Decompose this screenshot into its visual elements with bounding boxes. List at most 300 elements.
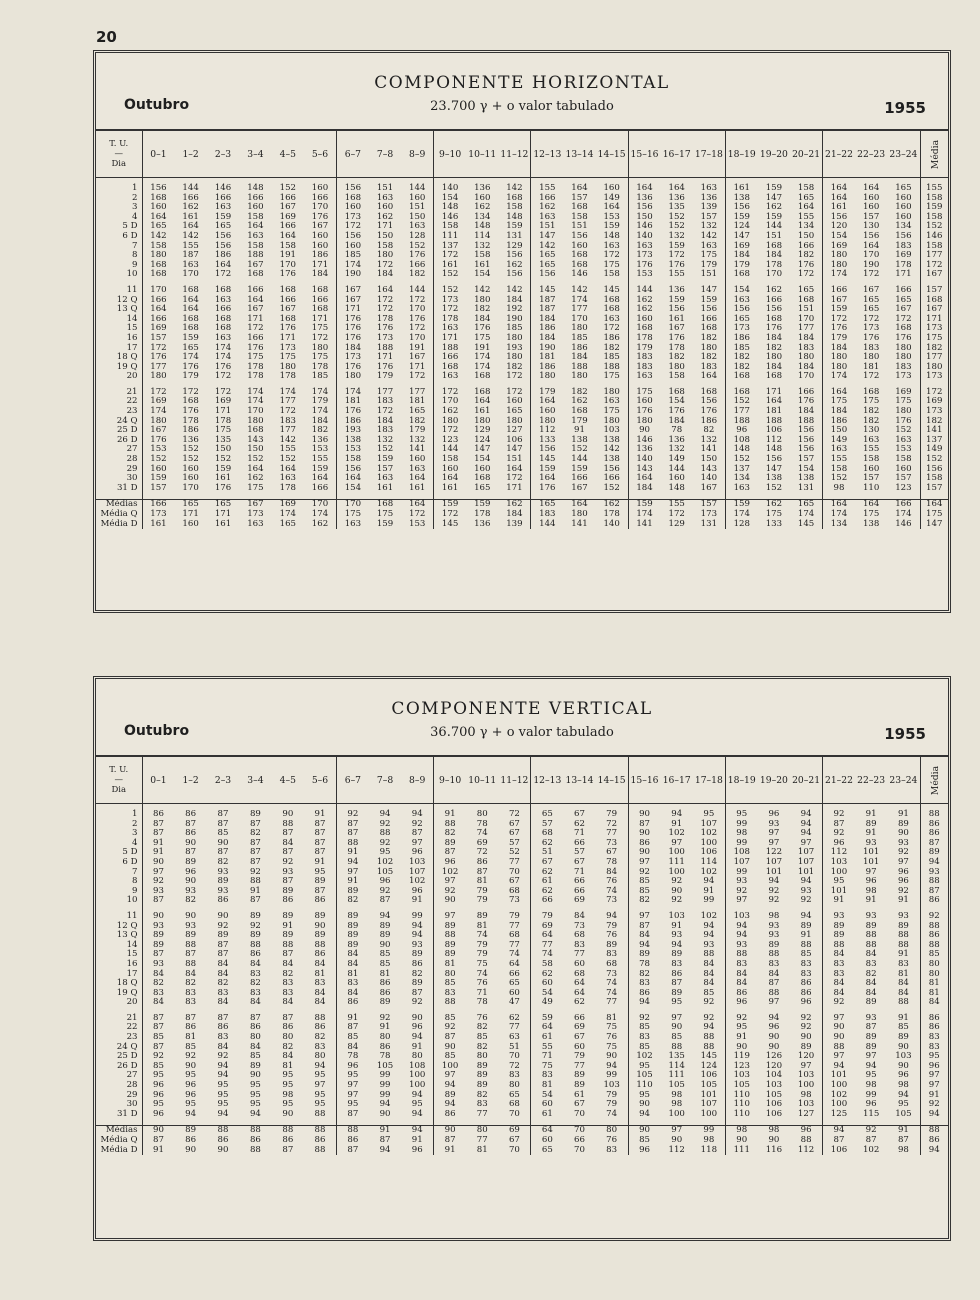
hour-column-header: 2–3 bbox=[207, 757, 239, 804]
value-cell: 72 bbox=[498, 810, 530, 820]
value-cell: 166 bbox=[571, 473, 588, 484]
row-mean-cell: 83 bbox=[920, 1033, 948, 1043]
value-cell: 156 bbox=[693, 397, 725, 407]
value-cell: 90 bbox=[185, 1144, 197, 1155]
value-cell: 170 bbox=[304, 203, 336, 213]
value-cell: 164 bbox=[247, 463, 264, 474]
value-cell: 92 bbox=[217, 920, 229, 931]
value-cell: 164 bbox=[182, 304, 199, 315]
value-cell: 83 bbox=[865, 958, 877, 969]
value-cell: 83 bbox=[833, 968, 845, 979]
row-mean-cell: 156 bbox=[920, 465, 948, 475]
value-cell: 76 bbox=[596, 877, 628, 887]
value-cell: 95 bbox=[185, 1099, 197, 1110]
value-cell: 112 bbox=[539, 425, 556, 436]
value-cell: 168 bbox=[279, 284, 297, 295]
value-cell: 101 bbox=[862, 847, 880, 858]
value-cell: 67 bbox=[596, 848, 628, 858]
value-cell: 82 bbox=[249, 828, 261, 839]
value-cell: 157 bbox=[895, 473, 912, 484]
value-cell: 152 bbox=[150, 454, 167, 465]
value-cell: 173 bbox=[441, 294, 459, 305]
value-cell: 157 bbox=[150, 482, 167, 493]
value-cell: 158 bbox=[344, 454, 362, 465]
header-row bbox=[96, 131, 948, 178]
row-mean-cell: 177 bbox=[920, 251, 948, 261]
hour-column-header: 1–2 bbox=[174, 757, 206, 804]
value-cell: 156 bbox=[765, 454, 783, 465]
value-cell: 89 bbox=[379, 920, 391, 931]
value-cell: 164 bbox=[304, 474, 336, 484]
value-cell: 96 bbox=[768, 809, 780, 819]
value-cell: 160 bbox=[895, 211, 912, 222]
value-cell: 94 bbox=[693, 1023, 725, 1033]
value-cell: 86 bbox=[304, 896, 336, 906]
value-cell: 164 bbox=[563, 500, 595, 510]
value-cell: 94 bbox=[790, 877, 822, 887]
value-cell: 148 bbox=[441, 202, 459, 213]
value-cell: 80 bbox=[249, 1032, 261, 1043]
hour-column-header: 16–17 bbox=[661, 757, 693, 804]
value-cell: 70 bbox=[563, 1126, 595, 1136]
value-cell: 164 bbox=[830, 192, 848, 203]
value-cell: 82 bbox=[282, 1041, 294, 1052]
value-cell: 92 bbox=[671, 876, 683, 887]
value-cell: 156 bbox=[596, 465, 628, 475]
value-cell: 89 bbox=[249, 930, 261, 941]
value-cell: 163 bbox=[733, 482, 750, 493]
value-cell: 168 bbox=[693, 324, 725, 334]
value-cell: 186 bbox=[693, 417, 725, 427]
value-cell: 161 bbox=[214, 518, 232, 529]
value-cell: 168 bbox=[150, 259, 167, 270]
value-cell: 83 bbox=[833, 958, 845, 969]
value-cell: 77 bbox=[498, 941, 530, 951]
value-cell: 78 bbox=[476, 997, 488, 1008]
value-cell: 170 bbox=[182, 482, 199, 493]
value-cell: 91 bbox=[152, 1144, 164, 1155]
value-cell: 171 bbox=[214, 406, 232, 417]
value-cell: 76 bbox=[596, 1136, 628, 1146]
value-cell: 179 bbox=[401, 426, 433, 436]
value-cell: 134 bbox=[895, 221, 912, 232]
value-cell: 84 bbox=[282, 837, 294, 848]
value-cell: 160 bbox=[474, 192, 491, 203]
value-cell: 156 bbox=[214, 240, 232, 251]
row-mean-cell: 85 bbox=[920, 950, 948, 960]
value-cell: 186 bbox=[571, 342, 588, 353]
value-cell: 87 bbox=[185, 818, 197, 829]
value-cell: 160 bbox=[401, 194, 433, 204]
value-cell: 82 bbox=[249, 978, 261, 989]
value-cell: 152 bbox=[441, 269, 459, 280]
value-cell: 84 bbox=[736, 968, 748, 979]
value-cell: 89 bbox=[865, 1032, 877, 1043]
value-cell: 95 bbox=[671, 997, 683, 1008]
value-cell: 95 bbox=[249, 1080, 261, 1091]
value-cell: 162 bbox=[376, 211, 394, 222]
value-cell: 90 bbox=[217, 837, 229, 848]
value-cell: 96 bbox=[152, 1089, 164, 1100]
value-cell: 174 bbox=[182, 352, 199, 363]
value-cell: 177 bbox=[401, 388, 433, 398]
value-cell: 148 bbox=[733, 444, 750, 455]
value-cell: 141 bbox=[571, 518, 588, 529]
value-cell: 179 bbox=[539, 386, 556, 397]
value-cell: 162 bbox=[636, 294, 653, 305]
value-cell: 114 bbox=[474, 230, 491, 241]
value-cell: 82 bbox=[152, 978, 164, 989]
value-cell: 180 bbox=[895, 406, 912, 417]
value-cell: 67 bbox=[574, 1099, 585, 1110]
value-cell: 86 bbox=[249, 1135, 261, 1145]
value-cell: 84 bbox=[833, 987, 845, 998]
value-cell: 180 bbox=[895, 352, 912, 363]
value-cell: 89 bbox=[865, 920, 877, 931]
value-cell: 160 bbox=[182, 473, 199, 484]
value-cell: 184 bbox=[765, 250, 783, 261]
row-label: 9 bbox=[96, 261, 142, 271]
value-cell: 159 bbox=[733, 211, 750, 222]
value-cell: 89 bbox=[639, 949, 651, 960]
value-cell: 81 bbox=[476, 1144, 488, 1155]
value-cell: 177 bbox=[150, 361, 167, 372]
value-cell: 78 bbox=[671, 425, 683, 436]
value-cell: 85 bbox=[379, 949, 391, 960]
value-cell: 112 bbox=[830, 847, 848, 858]
row-label: 14 bbox=[96, 315, 142, 325]
value-cell: 152 bbox=[571, 444, 588, 455]
value-cell: 87 bbox=[152, 1041, 164, 1052]
value-cell: 190 bbox=[344, 269, 362, 280]
value-cell: 146 bbox=[214, 183, 232, 193]
value-cell: 161 bbox=[401, 484, 433, 494]
value-cell: 180 bbox=[150, 371, 167, 382]
value-cell: 176 bbox=[344, 313, 362, 324]
value-cell: 92 bbox=[379, 818, 391, 829]
value-cell: 176 bbox=[668, 259, 685, 270]
value-cell: 86 bbox=[476, 856, 488, 867]
value-cell: 96 bbox=[185, 1089, 197, 1100]
value-cell: 68 bbox=[498, 931, 530, 941]
value-cell: 91 bbox=[897, 1012, 909, 1023]
value-cell: 71 bbox=[574, 866, 585, 877]
value-cell: 168 bbox=[304, 305, 336, 315]
value-cell: 191 bbox=[279, 250, 297, 261]
value-cell: 178 bbox=[441, 313, 459, 324]
value-cell: 92 bbox=[833, 997, 845, 1008]
value-cell: 136 bbox=[668, 284, 685, 295]
value-cell: 114 bbox=[668, 1060, 685, 1071]
mean-column-header bbox=[920, 131, 948, 178]
value-cell: 81 bbox=[596, 1014, 628, 1024]
value-cell: 93 bbox=[152, 958, 164, 969]
row-mean-cell: 81 bbox=[920, 989, 948, 999]
value-cell: 70 bbox=[574, 1144, 585, 1155]
value-cell: 95 bbox=[282, 1070, 294, 1081]
value-cell: 169 bbox=[214, 396, 232, 407]
value-cell: 88 bbox=[833, 939, 845, 950]
value-cell: 95 bbox=[693, 810, 725, 820]
hour-column-header: 18–19 bbox=[725, 131, 757, 178]
value-cell: 157 bbox=[376, 463, 394, 474]
value-cell: 101 bbox=[862, 856, 880, 867]
value-cell: 144 bbox=[668, 463, 685, 474]
value-cell: 86 bbox=[304, 950, 336, 960]
row-label: 1 bbox=[96, 184, 142, 194]
value-cell: 79 bbox=[596, 922, 628, 932]
row-label: 25 D bbox=[96, 426, 142, 436]
value-cell: 84 bbox=[217, 958, 229, 969]
value-cell: 90 bbox=[217, 910, 229, 921]
value-cell: 67 bbox=[574, 809, 585, 819]
row-mean-cell: 87 bbox=[920, 887, 948, 897]
value-cell: 89 bbox=[282, 930, 294, 941]
value-cell: 173 bbox=[279, 342, 297, 353]
value-cell: 89 bbox=[379, 930, 391, 941]
value-cell: 176 bbox=[830, 323, 848, 334]
value-cell: 102 bbox=[668, 828, 685, 839]
value-cell: 160 bbox=[668, 473, 685, 484]
value-cell: 156 bbox=[765, 304, 783, 315]
value-cell: 94 bbox=[596, 912, 628, 922]
value-cell: 176 bbox=[474, 323, 491, 334]
value-cell: 132 bbox=[693, 222, 725, 232]
row-label: 12 Q bbox=[96, 922, 142, 932]
value-cell: 178 bbox=[596, 510, 628, 520]
value-cell: 159 bbox=[434, 500, 466, 510]
value-cell: 160 bbox=[895, 463, 912, 474]
value-cell: 94 bbox=[790, 829, 822, 839]
value-cell: 163 bbox=[441, 323, 459, 334]
value-cell: 89 bbox=[282, 910, 294, 921]
value-cell: 86 bbox=[790, 979, 822, 989]
value-cell: 160 bbox=[150, 202, 167, 213]
value-cell: 88 bbox=[304, 1110, 336, 1120]
value-cell: 166 bbox=[279, 294, 297, 305]
value-cell: 182 bbox=[693, 353, 725, 363]
value-cell: 95 bbox=[152, 1099, 164, 1110]
value-cell: 98 bbox=[897, 1144, 909, 1155]
value-cell: 89 bbox=[347, 939, 359, 950]
value-cell: 186 bbox=[733, 332, 750, 343]
value-cell: 163 bbox=[693, 242, 725, 252]
value-cell: 80 bbox=[466, 1126, 498, 1136]
hour-column-header: 19–20 bbox=[758, 757, 790, 804]
row-label: 9 bbox=[96, 887, 142, 897]
value-cell: 160 bbox=[401, 455, 433, 465]
value-cell: 128 bbox=[401, 232, 433, 242]
value-cell: 176 bbox=[150, 352, 167, 363]
value-cell: 135 bbox=[668, 202, 685, 213]
value-cell: 142 bbox=[498, 184, 530, 194]
value-cell: 86 bbox=[185, 809, 197, 819]
value-cell: 170 bbox=[765, 269, 783, 280]
value-cell: 150 bbox=[376, 230, 394, 241]
value-cell: 179 bbox=[571, 415, 588, 426]
value-cell: 75 bbox=[596, 1023, 628, 1033]
value-cell: 80 bbox=[498, 1081, 530, 1091]
value-cell: 81 bbox=[347, 968, 359, 979]
row-mean-cell: 86 bbox=[920, 896, 948, 906]
hour-column-header: 23–24 bbox=[887, 131, 920, 178]
value-cell: 62 bbox=[541, 866, 553, 877]
value-cell: 176 bbox=[668, 406, 685, 417]
value-cell: 60 bbox=[574, 958, 585, 969]
value-cell: 158 bbox=[376, 240, 394, 251]
value-cell: 161 bbox=[668, 313, 685, 324]
value-cell: 58 bbox=[541, 958, 553, 969]
row-mean-cell: 147 bbox=[920, 520, 948, 530]
value-cell: 150 bbox=[830, 425, 848, 436]
value-cell: 84 bbox=[865, 949, 877, 960]
value-cell: 78 bbox=[347, 1051, 359, 1062]
value-cell: 153 bbox=[304, 445, 336, 455]
value-cell: 98 bbox=[897, 1080, 909, 1091]
value-cell: 87 bbox=[282, 876, 294, 887]
value-cell: 163 bbox=[862, 434, 880, 445]
value-cell: 90 bbox=[897, 828, 909, 839]
value-cell: 157 bbox=[150, 332, 167, 343]
value-cell: 186 bbox=[539, 361, 556, 372]
row-label: 6 D bbox=[96, 232, 142, 242]
value-cell: 168 bbox=[369, 500, 401, 510]
value-cell: 178 bbox=[895, 259, 912, 270]
value-cell: 180 bbox=[596, 417, 628, 427]
row-mean-cell: 91 bbox=[920, 1091, 948, 1101]
row-mean-cell: 167 bbox=[920, 305, 948, 315]
value-cell: 180 bbox=[571, 371, 588, 382]
value-cell: 74 bbox=[541, 949, 553, 960]
value-cell: 90 bbox=[671, 1135, 683, 1145]
row-label: 1 bbox=[96, 810, 142, 820]
value-cell: 168 bbox=[571, 250, 588, 261]
value-cell: 80 bbox=[379, 1032, 391, 1043]
value-cell: 86 bbox=[736, 987, 748, 998]
value-cell: 182 bbox=[596, 344, 628, 354]
value-cell: 91 bbox=[401, 1136, 433, 1146]
value-cell: 180 bbox=[344, 371, 362, 382]
value-cell: 182 bbox=[790, 251, 822, 261]
value-cell: 176 bbox=[344, 406, 362, 417]
value-cell: 160 bbox=[895, 192, 912, 203]
value-cell: 84 bbox=[217, 1041, 229, 1052]
value-cell: 174 bbox=[279, 509, 297, 519]
row-label: 2 bbox=[96, 820, 142, 830]
value-cell: 159 bbox=[830, 304, 848, 315]
row-mean-cell: 88 bbox=[920, 877, 948, 887]
value-cell: 171 bbox=[304, 315, 336, 325]
value-cell: 103 bbox=[596, 1081, 628, 1091]
value-cell: 169 bbox=[279, 211, 297, 222]
value-cell: 175 bbox=[376, 509, 394, 519]
hour-column-header: 12–13 bbox=[531, 131, 563, 178]
value-cell: 94 bbox=[865, 1060, 877, 1071]
row-mean-cell: 141 bbox=[920, 426, 948, 436]
value-cell: 135 bbox=[668, 1051, 685, 1062]
value-cell: 89 bbox=[347, 930, 359, 941]
value-cell: 100 bbox=[401, 1081, 433, 1091]
value-cell: 96 bbox=[401, 1023, 433, 1033]
value-cell: 163 bbox=[214, 202, 232, 213]
hour-column-header: 5–6 bbox=[304, 131, 336, 178]
value-cell: 97 bbox=[671, 1012, 683, 1023]
value-cell: 70 bbox=[498, 1052, 530, 1062]
row-mean-cell: 86 bbox=[920, 829, 948, 839]
value-cell: 95 bbox=[217, 1099, 229, 1110]
value-cell: 89 bbox=[444, 837, 456, 848]
value-cell: 88 bbox=[249, 939, 261, 950]
value-cell: 99 bbox=[379, 1089, 391, 1100]
value-cell: 167 bbox=[344, 284, 362, 295]
value-cell: 90 bbox=[639, 1099, 651, 1110]
value-cell: 173 bbox=[895, 371, 912, 382]
value-cell: 89 bbox=[897, 920, 909, 931]
row-label: 21 bbox=[96, 1014, 142, 1024]
value-cell: 149 bbox=[668, 454, 685, 465]
value-cell: 152 bbox=[596, 484, 628, 494]
value-cell: 141 bbox=[693, 445, 725, 455]
value-cell: 161 bbox=[214, 473, 232, 484]
value-cell: 185 bbox=[571, 332, 588, 343]
value-cell: 168 bbox=[182, 284, 199, 295]
value-cell: 93 bbox=[217, 866, 229, 877]
value-cell: 171 bbox=[376, 221, 394, 232]
value-cell: 84 bbox=[249, 958, 261, 969]
value-cell: 170 bbox=[336, 500, 368, 510]
value-cell: 180 bbox=[539, 371, 556, 382]
value-cell: 172 bbox=[790, 270, 822, 280]
value-cell: 172 bbox=[895, 313, 912, 324]
value-cell: 111 bbox=[668, 856, 685, 867]
value-cell: 174 bbox=[733, 509, 750, 519]
value-cell: 180 bbox=[790, 353, 822, 363]
value-cell: 97 bbox=[768, 837, 780, 848]
value-cell: 94 bbox=[790, 912, 822, 922]
value-cell: 163 bbox=[830, 444, 848, 455]
value-cell: 91 bbox=[833, 895, 845, 906]
value-cell: 97 bbox=[768, 997, 780, 1008]
value-cell: 133 bbox=[765, 518, 783, 529]
value-cell: 163 bbox=[344, 518, 362, 529]
value-cell: 64 bbox=[574, 978, 585, 989]
value-cell: 93 bbox=[897, 910, 909, 921]
value-cell: 116 bbox=[765, 1144, 783, 1155]
value-cell: 129 bbox=[474, 425, 491, 436]
hour-column-header: 9–10 bbox=[434, 131, 466, 178]
value-cell: 156 bbox=[790, 436, 822, 446]
value-cell: 170 bbox=[247, 406, 264, 417]
row-label: 4 bbox=[96, 839, 142, 849]
value-cell: 188 bbox=[247, 250, 264, 261]
value-cell: 167 bbox=[862, 284, 880, 295]
value-cell: 182 bbox=[862, 406, 880, 417]
value-cell: 164 bbox=[214, 259, 232, 270]
value-cell: 171 bbox=[304, 261, 336, 271]
value-cell: 91 bbox=[347, 876, 359, 887]
value-cell: 164 bbox=[279, 463, 297, 474]
hour-column-header: 19–20 bbox=[758, 131, 790, 178]
value-cell: 165 bbox=[531, 500, 563, 510]
value-cell: 182 bbox=[862, 415, 880, 426]
value-cell: 66 bbox=[541, 895, 553, 906]
value-cell: 94 bbox=[790, 810, 822, 820]
value-cell: 90 bbox=[768, 1041, 780, 1052]
value-cell: 164 bbox=[636, 473, 653, 484]
value-cell: 151 bbox=[376, 183, 394, 193]
value-cell: 83 bbox=[249, 987, 261, 998]
value-cell: 97 bbox=[897, 856, 909, 867]
